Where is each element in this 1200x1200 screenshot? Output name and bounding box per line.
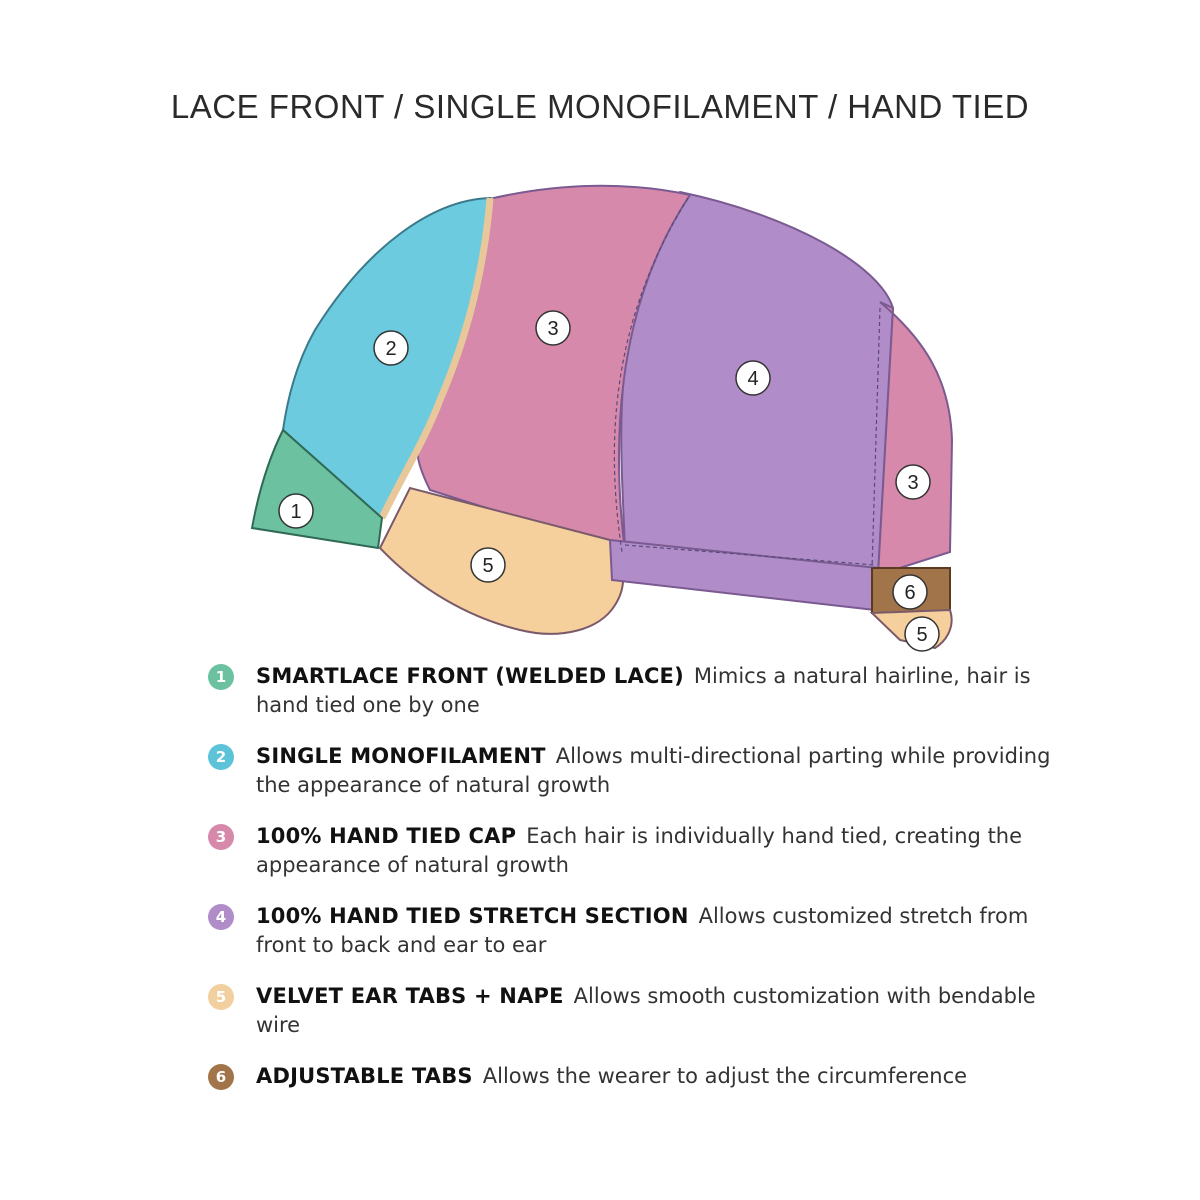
legend-item-name: SINGLE MONOFILAMENT (256, 744, 546, 768)
legend-item-name: 100% HAND TIED STRETCH SECTION (256, 904, 689, 928)
legend-item-description: Allows customized stretch from front to back and ear to ear (256, 904, 1029, 957)
svg-text:3: 3 (547, 318, 559, 340)
legend-item-stretch-section (208, 902, 1068, 960)
legend-number-badge: 3 (208, 824, 234, 850)
legend-item-monofilament (208, 742, 1068, 800)
svg-text:4: 4 (747, 368, 759, 390)
legend-number-badge: 4 (208, 904, 234, 930)
svg-text:5: 5 (482, 555, 494, 577)
svg-text:5: 5 (916, 624, 928, 646)
legend-number-badge: 6 (208, 1064, 234, 1090)
legend-item-lace-front (208, 662, 1068, 720)
svg-text:3: 3 (907, 472, 919, 494)
svg-text:6: 6 (904, 582, 916, 604)
legend-number-badge: 1 (208, 664, 234, 690)
marker-5-nape (905, 617, 939, 651)
marker-1 (279, 494, 313, 528)
legend-number-badge: 2 (208, 744, 234, 770)
legend-item-description: Allows multi-directional parting while providing the appearance of natural growth (256, 744, 1051, 797)
marker-3 (536, 311, 570, 345)
legend-item-name: ADJUSTABLE TABS (256, 1064, 473, 1088)
svg-text:1: 1 (290, 501, 302, 523)
legend-item-adjustable-tabs (208, 1062, 1068, 1091)
legend-number-badge: 5 (208, 984, 234, 1010)
marker-3-back (896, 465, 930, 499)
marker-5 (471, 548, 505, 582)
legend-item-name: VELVET EAR TABS + NAPE (256, 984, 564, 1008)
svg-text:2: 2 (385, 338, 397, 360)
legend-item-description: Mimics a natural hairline, hair is hand tied one by one (256, 664, 1031, 717)
legend-item-name: 100% HAND TIED CAP (256, 824, 517, 848)
marker-2 (374, 331, 408, 365)
legend-item-velvet-ear-tabs (208, 982, 1068, 1040)
legend-item-description: Allows smooth customization with bendable wire (256, 984, 1036, 1037)
legend (208, 662, 1068, 1113)
legend-item-name: SMARTLACE FRONT (WELDED LACE) (256, 664, 684, 688)
marker-4 (736, 361, 770, 395)
legend-item-description: Each hair is individually hand tied, creating the appearance of natural growth (256, 824, 1023, 877)
diagram-title: LACE FRONT / SINGLE MONOFILAMENT / HAND TIED (170, 88, 1030, 125)
legend-item-description: Allows the wearer to adjust the circumference (482, 1064, 968, 1088)
legend-item-hand-tied-cap (208, 822, 1068, 880)
marker-6 (893, 575, 927, 609)
